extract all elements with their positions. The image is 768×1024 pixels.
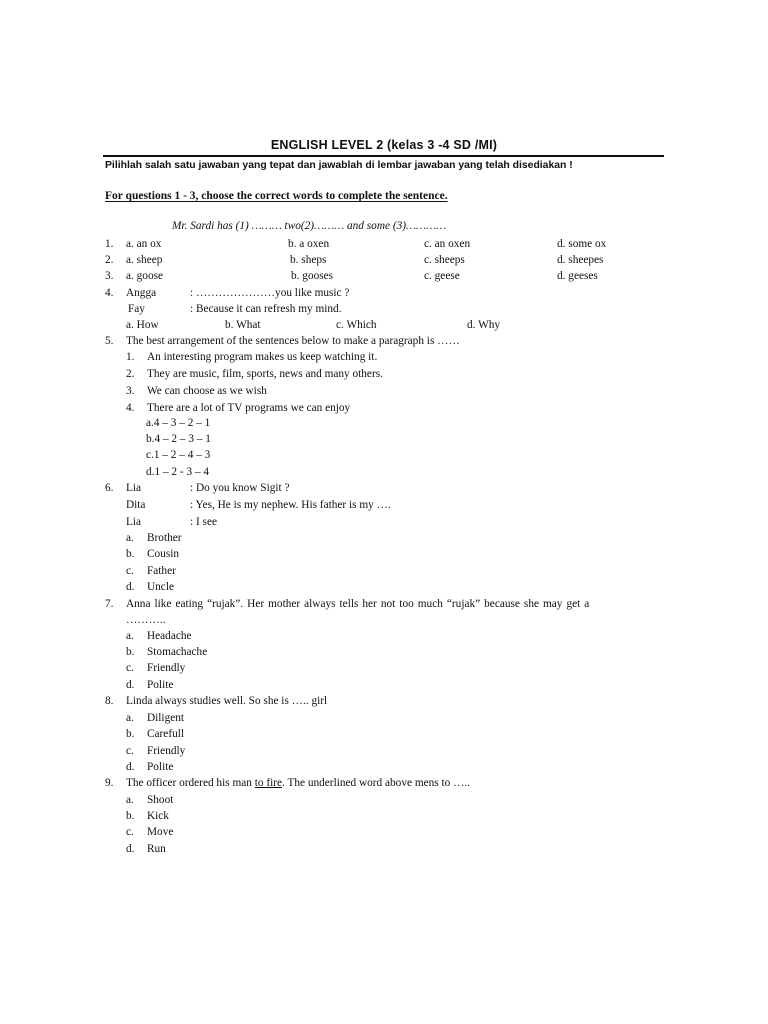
option-letter: b. xyxy=(126,548,135,560)
option-text: Friendly xyxy=(147,745,186,757)
option-letter: c. xyxy=(126,826,134,838)
speaker-name: Lia xyxy=(126,482,142,494)
option-text: Carefull xyxy=(147,728,185,740)
page-title: ENGLISH LEVEL 2 (kelas 3 -4 SD /MI) xyxy=(270,138,498,152)
option-c: c. Which xyxy=(336,319,377,331)
speaker-name: Angga xyxy=(126,287,157,299)
option-c: c.1 – 2 – 4 – 3 xyxy=(146,449,211,461)
option-letter: b. xyxy=(126,728,135,740)
option-letter: d. xyxy=(126,679,135,691)
option-text: Cousin xyxy=(147,548,180,560)
option-letter: c. xyxy=(126,565,134,577)
speaker-name: Lia xyxy=(126,516,142,528)
option-b: b. What xyxy=(225,319,261,331)
question-number: 8. xyxy=(105,695,114,707)
option-text: Stomachache xyxy=(147,646,208,658)
question-text-after: . The underlined word above mens to ….. xyxy=(282,777,471,789)
dialog-line: : …………………you like music ? xyxy=(190,287,350,299)
sentence-number: 3. xyxy=(126,385,135,397)
option-b: b.4 – 2 – 3 – 1 xyxy=(146,433,211,445)
option-letter: a. xyxy=(126,794,134,806)
option-text: Polite xyxy=(147,761,174,773)
sentence-text: There are a lot of TV programs we can enjoy xyxy=(147,402,351,414)
sentence-number: 1. xyxy=(126,351,135,363)
question-text: Linda always studies well. So she is ….. girl xyxy=(126,695,328,707)
option-a: a.4 – 3 – 2 – 1 xyxy=(146,417,211,429)
option-letter: d. xyxy=(126,581,135,593)
instruction-text: Pilihlah salah satu jawaban yang tepat dan jawablah di lembar jawaban yang telah disediakan ! xyxy=(105,160,573,171)
question-text-before: The officer ordered his man xyxy=(126,777,255,789)
question-text: The best arrangement of the sentences below to make a paragraph is …… xyxy=(126,335,460,347)
question-text xyxy=(126,776,470,790)
option-a: a. goose xyxy=(126,270,164,282)
speaker-name: Dita xyxy=(126,499,146,511)
option-b: b. a oxen xyxy=(288,238,330,250)
option-letter: a. xyxy=(126,630,134,642)
option-b: b. gooses xyxy=(291,270,334,282)
option-d: d. geeses xyxy=(557,270,598,282)
question-number: 4. xyxy=(105,287,114,299)
sentence-text: An interesting program makes us keep watching it. xyxy=(147,351,378,363)
dialog-line: : Because it can refresh my mind. xyxy=(190,303,342,315)
option-text: Run xyxy=(147,843,166,855)
option-text: Friendly xyxy=(147,662,186,674)
option-text: Father xyxy=(147,565,176,577)
option-d: d.1 – 2 - 3 – 4 xyxy=(146,466,210,478)
dialog-line: : Do you know Sigit ? xyxy=(190,482,290,494)
option-letter: b. xyxy=(126,646,135,658)
dialog-line: : Yes, He is my nephew. His father is my …. xyxy=(190,499,391,511)
underlined-word: to fire xyxy=(254,777,283,789)
question-number: 7. xyxy=(105,598,114,610)
dialog-line: : I see xyxy=(190,516,217,528)
option-b: b. sheps xyxy=(290,254,327,266)
question-number: 3. xyxy=(105,270,114,282)
option-text: Shoot xyxy=(147,794,174,806)
option-text: Kick xyxy=(147,810,169,822)
option-letter: c. xyxy=(126,745,134,757)
sentence-text: We can choose as we wish xyxy=(147,385,267,397)
speaker-name: Fay xyxy=(128,303,145,315)
question-number: 2. xyxy=(105,254,114,266)
sentence-number: 4. xyxy=(126,402,135,414)
intro-sentence: Mr. Sardi has (1) ……… two(2)……… and some (3)………… xyxy=(172,220,447,232)
sentence-text: They are music, film, sports, news and many others. xyxy=(147,368,383,380)
option-letter: b. xyxy=(126,810,135,822)
option-text: Diligent xyxy=(147,712,185,724)
question-number: 6. xyxy=(105,482,114,494)
question-number: 9. xyxy=(105,777,114,789)
option-a: a. an ox xyxy=(126,238,162,250)
option-text: Brother xyxy=(147,532,182,544)
question-text-cont: ……….. xyxy=(126,614,166,626)
option-a: a. How xyxy=(126,319,159,331)
title-rule xyxy=(103,155,664,157)
option-text: Headache xyxy=(147,630,192,642)
option-c: c. an oxen xyxy=(424,238,471,250)
option-letter: d. xyxy=(126,843,135,855)
option-a: a. sheep xyxy=(126,254,163,266)
option-letter: d. xyxy=(126,761,135,773)
question-number: 1. xyxy=(105,238,114,250)
option-letter: a. xyxy=(126,712,134,724)
option-c: c. sheeps xyxy=(424,254,465,266)
option-d: d. some ox xyxy=(557,238,607,250)
option-letter: a. xyxy=(126,532,134,544)
option-text: Polite xyxy=(147,679,174,691)
option-text: Uncle xyxy=(147,581,174,593)
question-number: 5. xyxy=(105,335,114,347)
option-d: d. Why xyxy=(467,319,501,331)
question-text: Anna like eating “rujak”. Her mother always tells her not too much “rujak” because she may get a xyxy=(126,598,590,610)
option-d: d. sheepes xyxy=(557,254,604,266)
option-text: Move xyxy=(147,826,174,838)
option-c: c. geese xyxy=(424,270,460,282)
option-letter: c. xyxy=(126,662,134,674)
section-heading: For questions 1 - 3, choose the correct words to complete the sentence. xyxy=(105,190,448,202)
sentence-number: 2. xyxy=(126,368,135,380)
